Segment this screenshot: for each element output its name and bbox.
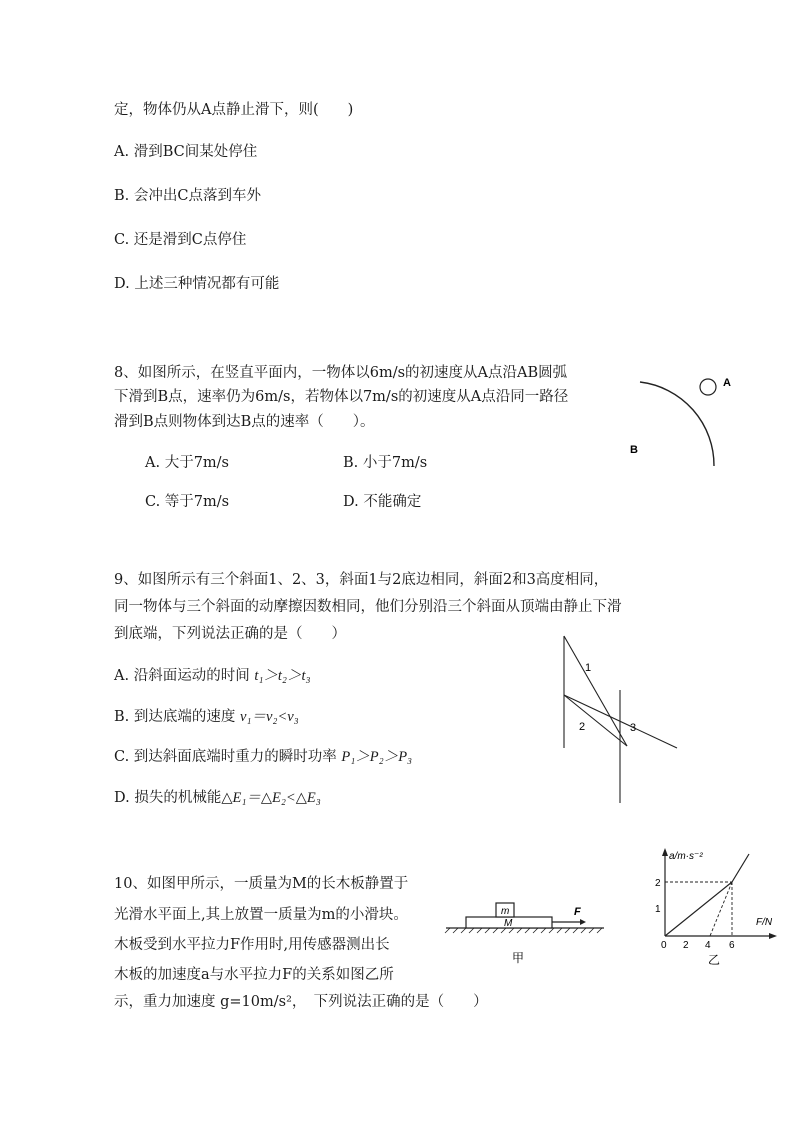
q9-option-c-prefix: C. 到达斜面底端时重力的瞬时功率 [114,749,342,765]
q8-arc-figure [620,368,750,478]
q9-option-b [114,707,299,727]
q10-stem-line-4: 木板的加速度a与水平拉力F的关系如图乙所 [114,967,394,983]
q10-stem-line-2: 光滑水平面上,其上放置一质量为m的小滑块。 [114,907,408,923]
q8-option-d: D. 不能确定 [343,494,422,510]
y-tick-2: 2 [655,878,661,889]
q8-option-c: C. 等于7m/s [145,494,230,510]
q9-stem-line-3: 到底端，下列说法正确的是（ ） [114,626,346,642]
arc-path [640,382,714,466]
q7-option-c: C. 还是滑到C点停住 [114,232,247,248]
label-3: 3 [630,722,637,734]
force-arrowhead [580,919,586,925]
x-tick-6: 6 [729,940,735,951]
q9-option-d-math: △E₁＝△E₂<△E₃ [221,790,321,806]
q9-slopes-figure [555,628,685,808]
caption-yi: 乙 [708,953,721,967]
q9-stem-line-2: 同一物体与三个斜面的动摩擦因数相同，他们分别沿三个斜面从顶端由静止下滑 [114,599,622,615]
x-tick-4: 4 [705,940,711,951]
q8-stem-line-3: 滑到B点则物体到达B点的速率（ ）。 [114,414,375,430]
q9-option-c-math: P₁＞P₂＞P₃ [341,749,413,765]
y-tick-1: 1 [655,904,661,915]
label-m: m [501,906,510,917]
segment-high [732,854,749,882]
q8-stem-line-2: 下滑到B点，速率仍为6m/s，若物体以7m/s的初速度从A点沿同一路径 [114,389,569,405]
q10-board-figure [440,890,610,970]
q10-stem-line-5: 示，重力加速度 g=10m/s²， 下列说法正确的是（ ） [114,994,488,1010]
y-axis-label: a/m·s⁻² [669,851,703,862]
q9-option-b-prefix: B. 到达底端的速度 [114,709,240,725]
y-axis-arrowhead [662,848,668,856]
q9-option-a-math: t₁＞t₂＞t₃ [254,668,311,684]
segment-low [665,882,732,936]
q10-stem-line-1: 10、如图甲所示，一质量为M的长木板静置于 [114,876,409,892]
q9-option-a-prefix: A. 沿斜面运动的时间 [114,668,255,684]
x-tick-2: 2 [683,940,689,951]
q9-option-c [114,747,412,767]
label-a: A [723,377,731,389]
ball-a [700,379,716,395]
x-axis-arrowhead [769,933,777,939]
q9-option-b-math: v₁＝v₂<v₃ [239,709,299,725]
caption-jia: 甲 [512,951,525,965]
q10-graph-figure [645,842,785,967]
label-1: 1 [585,662,592,674]
x-axis-label: F/N [756,917,773,928]
q8-option-b: B. 小于7m/s [343,455,428,471]
q8-stem-line-1: 8、如图所示，在竖直平面内，一物体以6m/s的初速度从A点沿AB圆弧 [114,365,568,381]
label-b: B [630,444,638,456]
q10-stem-line-3: 木板受到水平拉力F作用时,用传感器测出长 [114,937,390,953]
x-tick-0: 0 [661,940,667,951]
ground-hatch [445,928,602,933]
q7-option-d: D. 上述三种情况都有可能 [114,276,280,292]
q9-option-d-prefix: D. 损失的机械能 [114,790,222,806]
q9-stem-line-1: 9、如图所示有三个斜面1、2、3，斜面1与2底边相同，斜面2和3高度相同， [114,572,609,588]
label-force: F [574,906,581,918]
q9-option-d [114,788,321,808]
label-board: M [504,918,513,929]
q7-option-b: B. 会冲出C点落到车外 [114,188,261,204]
q7-stem-tail: 定，物体仍从A点静止滑下，则( ) [114,102,354,118]
q7-option-a: A. 滑到BC间某处停住 [114,144,258,160]
label-2: 2 [579,721,586,733]
q8-option-a: A. 大于7m/s [145,455,229,471]
slope-1 [564,636,627,746]
q9-option-a [114,666,311,686]
